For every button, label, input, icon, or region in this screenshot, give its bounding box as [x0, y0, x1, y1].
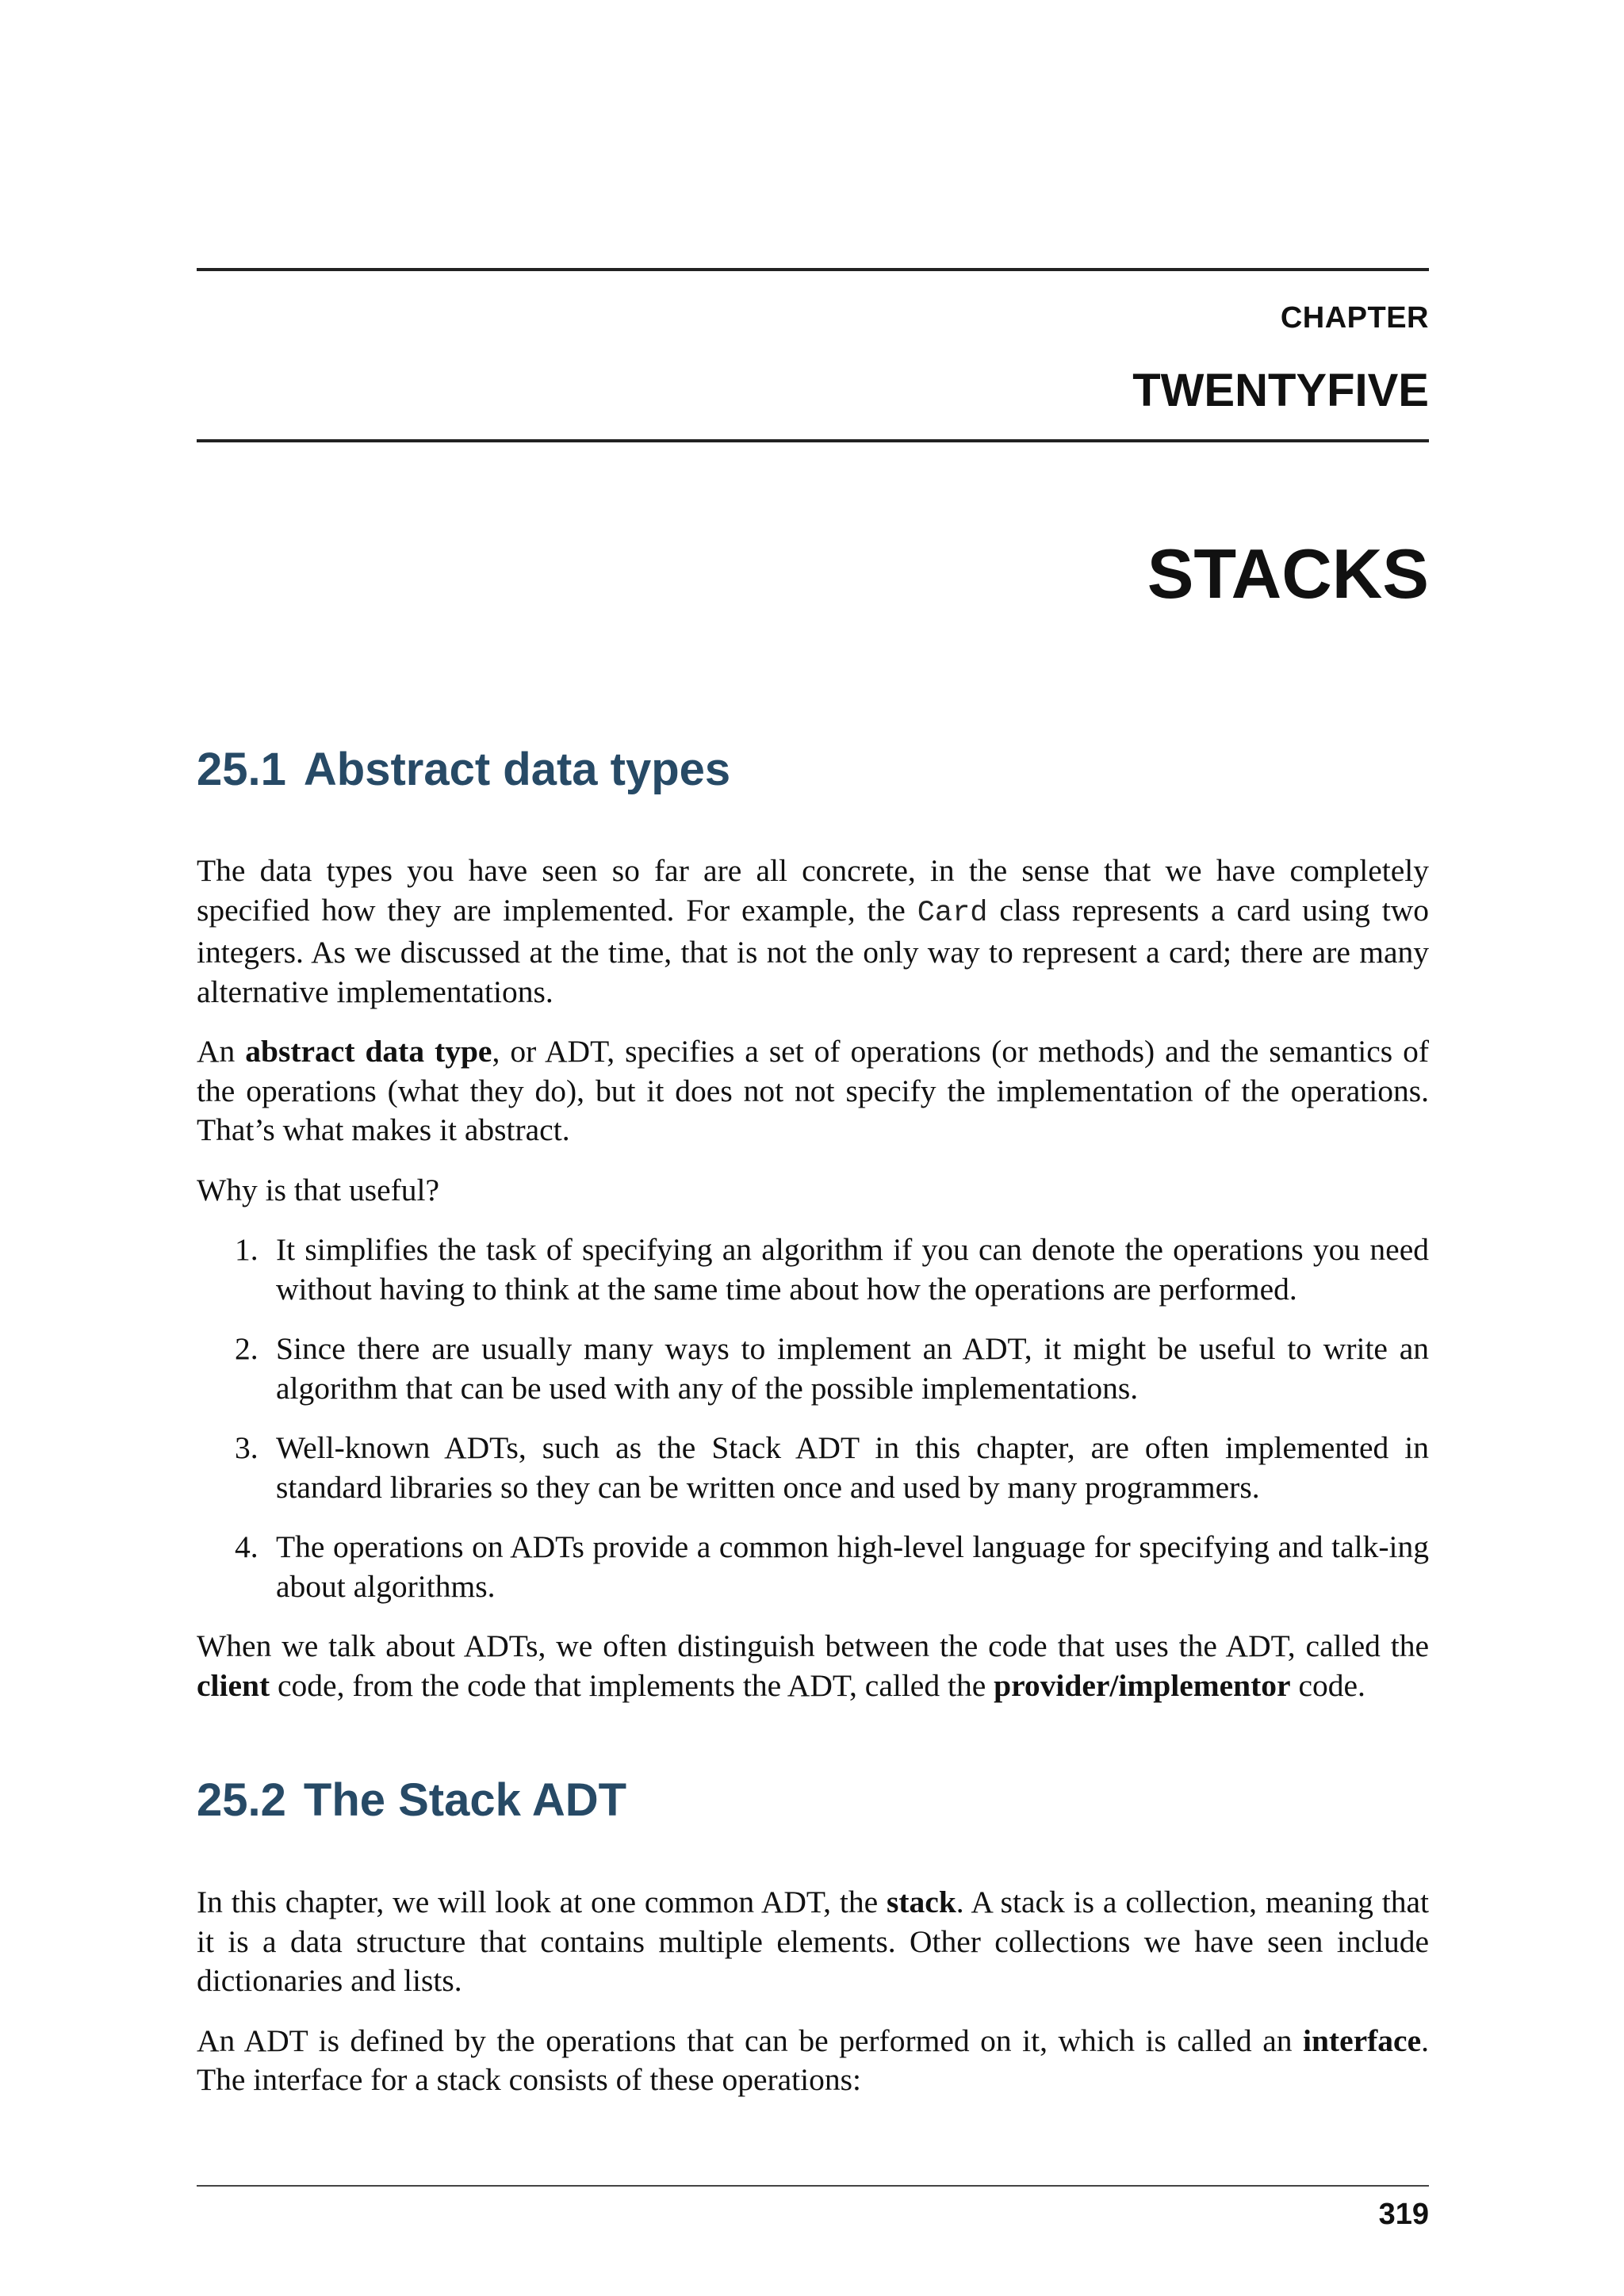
list-item	[197, 1230, 1429, 1309]
section-body-abstract-data-types	[197, 851, 1429, 1726]
chapter-label: CHAPTER	[1280, 301, 1429, 335]
list-item-text: It simplifies the task of specifying an algorithm if you can denote the operations you need without having to think at the same time about how the operations are performed.	[276, 1232, 1429, 1307]
bold-term: abstract data type	[245, 1034, 492, 1069]
text-run: The data types you have seen so far are all concrete, in the sense that we have completely specified how they are implemented. For example, the	[197, 853, 1429, 928]
section-title: The Stack ADT	[303, 1774, 627, 1826]
list-item	[197, 1330, 1429, 1408]
bold-term: interface	[1302, 2022, 1422, 2058]
text-run: An ADT is defined by the operations that can be performed on it, which is called an	[197, 2022, 1303, 2058]
list-item	[197, 1429, 1429, 1507]
section-number: 25.2	[197, 1774, 286, 1826]
paragraph	[197, 851, 1429, 1012]
text-run: . A stack is a collection, meaning that it is a data structure that contains multiple elements. Other collections we have seen include dictionaries and lists.	[197, 1885, 1429, 1998]
paragraph: Why is that useful?	[197, 1172, 440, 1207]
text-run: . The interface for a stack consists of these operations:	[197, 2022, 1429, 2097]
bold-term: provider/implementor	[994, 1667, 1291, 1703]
paragraph	[197, 2022, 1429, 2100]
paragraph	[197, 1883, 1429, 2001]
list-marker: 1.	[235, 1232, 259, 1267]
text-run: In this chapter, we will look at one common ADT, the	[197, 1885, 887, 1919]
header-bottom-rule	[197, 439, 1429, 442]
list-item-text: Well-known ADTs, such as the Stack ADT in this chapter, are often implemented in standard libraries so they can be written once and used by many programmers.	[276, 1430, 1429, 1505]
chapter-number: TWENTYFIVE	[1132, 365, 1429, 416]
paragraph	[197, 1627, 1429, 1705]
book-page	[197, 0, 1429, 2296]
text-run: class represents a card using two integers. As we discussed at the time, that is not the only way to represent a card; there are many alternative implementations.	[197, 892, 1429, 1009]
paragraph	[197, 1032, 1429, 1150]
bold-term: stack	[887, 1885, 956, 1919]
section-number: 25.1	[197, 744, 286, 795]
section-heading-abstract-data-types	[197, 742, 730, 798]
text-run: code, from the code that implements the ADT, called the	[270, 1667, 994, 1703]
list-item-text: Since there are usually many ways to implement an ADT, it might be useful to write an algorithm that can be used with any of the possible implementations.	[276, 1331, 1429, 1406]
page-number: 319	[1378, 2198, 1429, 2231]
list-item	[197, 1528, 1429, 1606]
list-marker: 2.	[235, 1331, 259, 1366]
text-run: An	[197, 1034, 246, 1069]
list-marker: 4.	[235, 1529, 259, 1564]
text-run: , or ADT, specifies a set of operations (or methods) and the semantics of the operations (what they do), but it does not not specify the implementation of the operations. That’s what makes it abstract.	[197, 1034, 1429, 1147]
footer-rule	[197, 2185, 1429, 2187]
bold-term: client	[197, 1667, 270, 1703]
list-item-text: The operations on ADTs provide a common high-level language for specifying and talk-ing about algorithms.	[276, 1529, 1429, 1604]
section-title: Abstract data types	[303, 744, 731, 795]
chapter-title: STACKS	[1147, 534, 1429, 613]
numbered-list	[197, 1230, 1429, 1606]
section-body-stack-adt	[197, 1883, 1429, 2121]
list-marker: 3.	[235, 1430, 259, 1465]
text-run: code.	[1290, 1667, 1365, 1703]
inline-code: Card	[917, 896, 988, 930]
text-run: When we talk about ADTs, we often distinguish between the code that uses the ADT, called the	[197, 1628, 1429, 1663]
header-top-rule	[197, 268, 1429, 271]
section-heading-stack-adt	[197, 1773, 626, 1828]
